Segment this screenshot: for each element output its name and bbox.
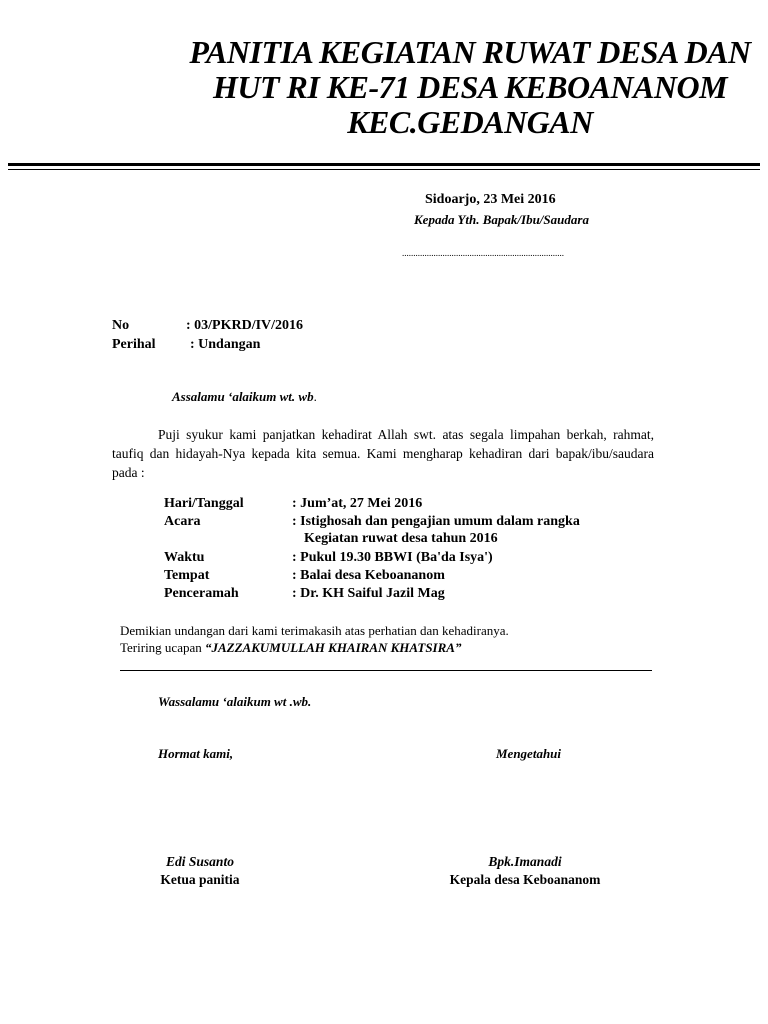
sig-right-heading: Mengetahui (496, 746, 562, 761)
intro-text: Puji syukur kami panjatkan kehadirat Allah swt. atas segala limpahan berkah, rahmat, taufiq dan hidayah-Nya kepada kita semua. Kami mengharap kehadiran dari bapak/ibu/saudara pada : (112, 427, 654, 480)
header-rule-thin (8, 169, 760, 170)
closing-line-1: Demikian undangan dari kami terimakasih atas perhatian dan kehadiranya. (120, 623, 509, 638)
detail-label-event: Acara (164, 514, 201, 529)
greeting (172, 389, 317, 405)
detail-label-time: Waktu (164, 550, 205, 565)
sig-right-role: Kepala desa Keboananom (449, 872, 601, 887)
detail-value-date: : Jum’at, 27 Mei 2016 (292, 496, 423, 511)
closing-prefix: Teriring ucapan (120, 640, 205, 655)
header-rule-thick (8, 163, 760, 166)
closing-quote: “JAZZAKUMULLAH KHAIRAN KHATSIRA” (205, 640, 462, 655)
detail-label-date: Hari/Tanggal (164, 496, 244, 511)
detail-value-speaker: : Dr. KH Saiful Jazil Mag (292, 586, 445, 601)
header-line-1: PANITIA KEGIATAN RUWAT DESA DAN (189, 34, 751, 70)
closing-divider (120, 670, 652, 671)
detail-value-place: : Balai desa Keboananom (292, 568, 445, 583)
ref-no-label: No (112, 318, 130, 333)
place-date: Sidoarjo, 23 Mei 2016 (425, 192, 556, 207)
detail-value-time: : Pukul 19.30 BBWI (Ba'da Isya') (292, 550, 493, 565)
ref-no-value: : 03/PKRD/IV/2016 (186, 318, 304, 333)
detail-value-event: : Istighosah dan pengajian umum dalam rangka (292, 514, 580, 529)
detail-label-speaker: Penceramah (164, 586, 239, 601)
recipient: Kepada Yth. Bapak/Ibu/Saudara (414, 212, 589, 227)
header-line-2: HUT RI KE-71 DESA KEBOANANOM (212, 69, 728, 105)
greeting-dot: . (313, 389, 317, 404)
header-line-3: KEC.GEDANGAN (347, 104, 593, 140)
detail-label-place: Tempat (164, 568, 210, 583)
detail-value-event-cont: Kegiatan ruwat desa tahun 2016 (304, 531, 498, 546)
sig-left-heading: Hormat kami, (158, 746, 234, 761)
closing-line-2 (120, 640, 461, 656)
ref-subject-value: : Undangan (190, 337, 261, 352)
greeting-text: Assalamu ‘alaikum wt. wb (172, 389, 314, 404)
farewell: Wassalamu ‘alaikum wt .wb. (158, 694, 312, 709)
recipient-blank: ........................................................................ (402, 248, 564, 258)
sig-right-name: Bpk.Imanadi (488, 854, 562, 869)
sig-left-name: Edi Susanto (166, 854, 234, 869)
sig-left-role: Ketua panitia (160, 872, 240, 887)
ref-subject-label: Perihal (112, 337, 156, 352)
intro-paragraph (112, 425, 654, 482)
